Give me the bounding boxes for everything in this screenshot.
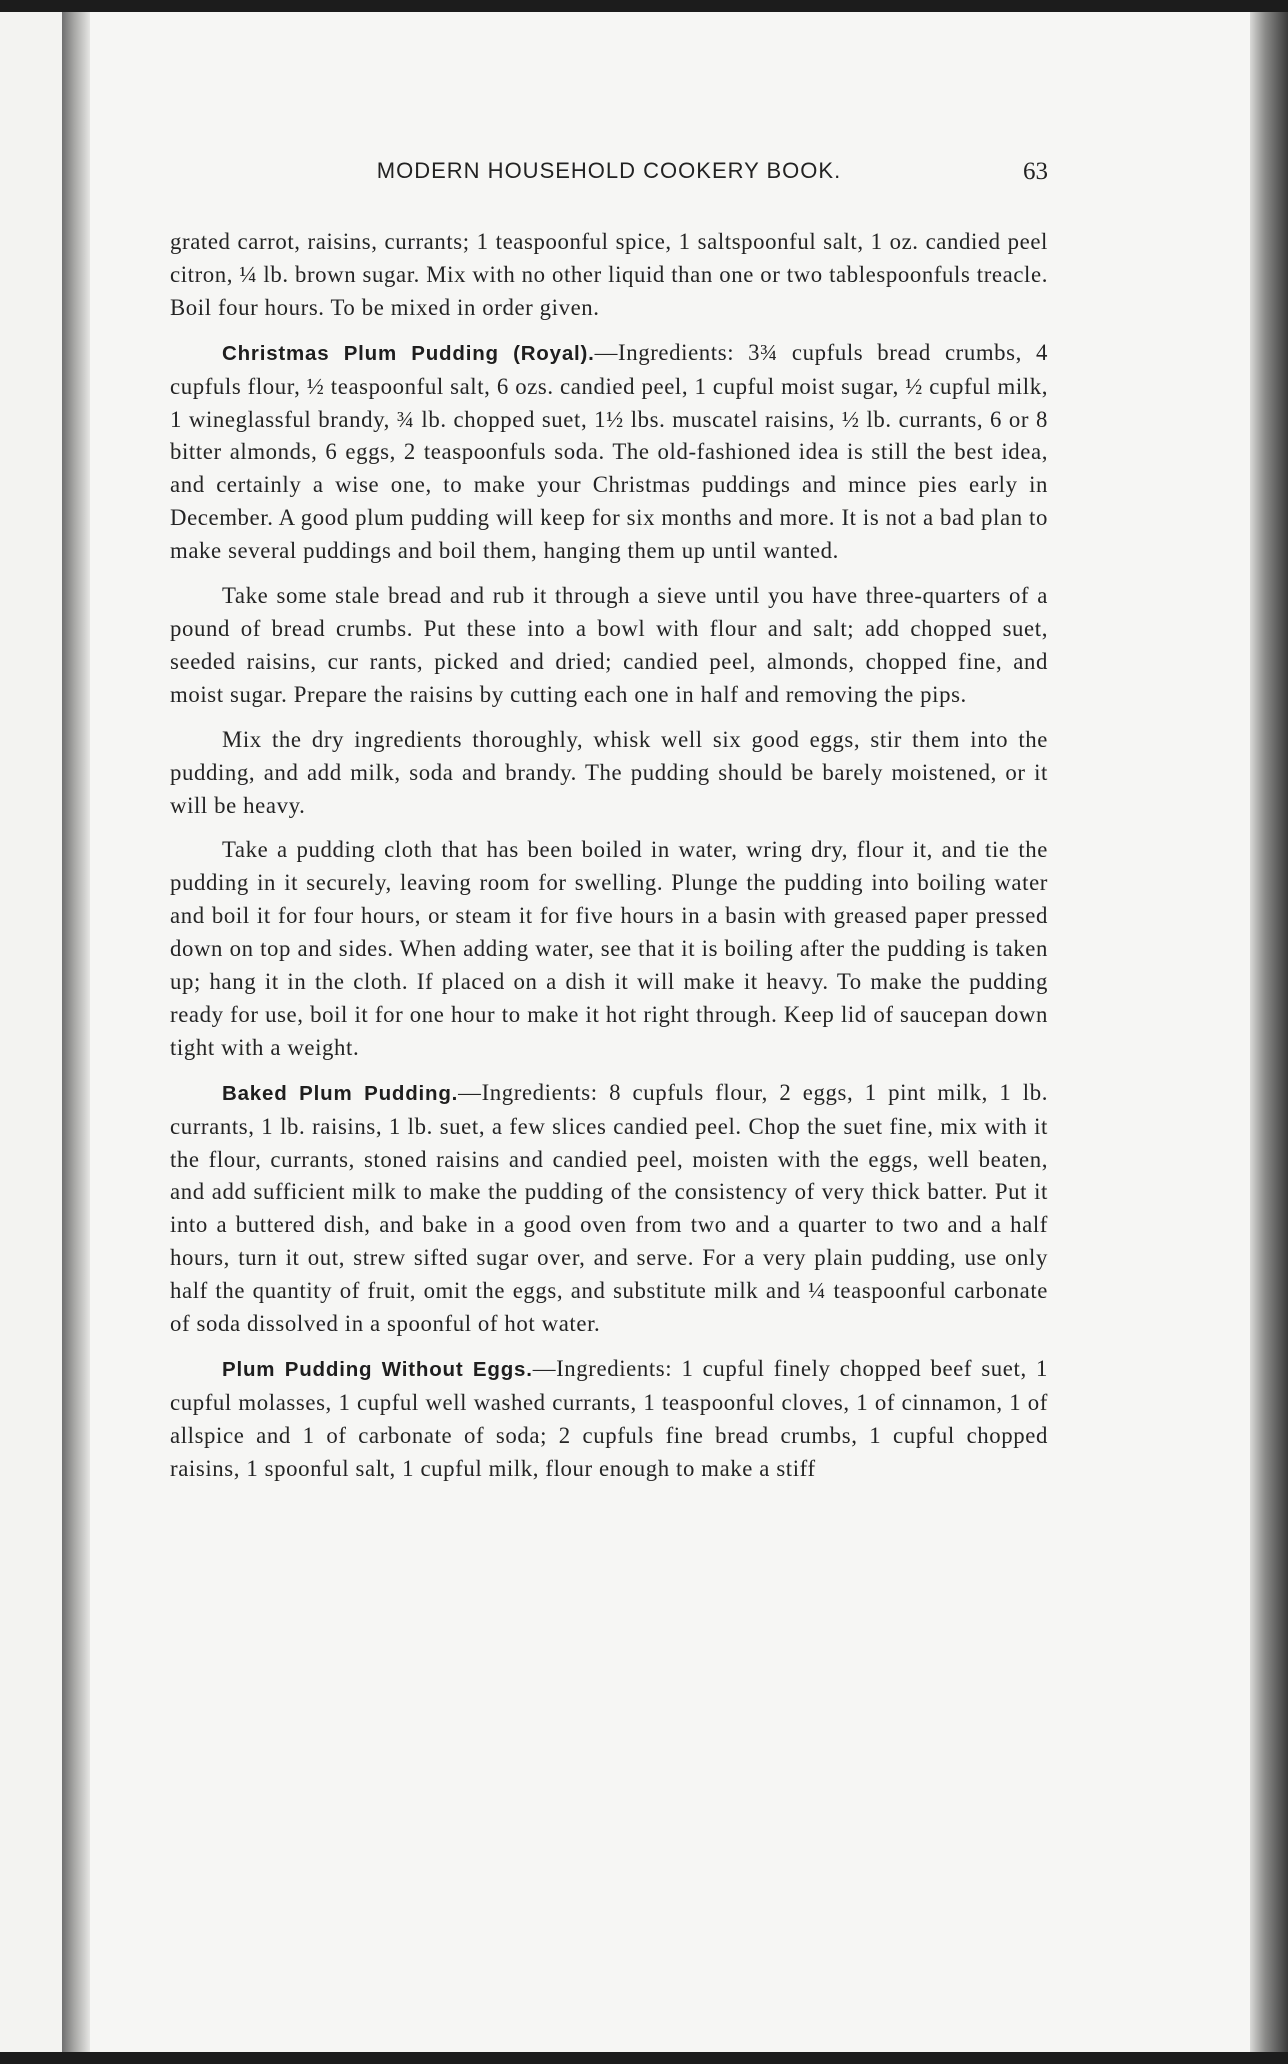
page-number: 63	[1023, 158, 1048, 185]
recipe-baked-plum-pudding	[170, 1077, 1048, 1341]
paragraph-mix-dry: Mix the dry ingredients thoroughly, whisk well six good eggs, stir them into the pudding, and add milk, soda and brandy. The pudding should be barely moistened, or it will be heavy.	[170, 726, 1048, 818]
page-edge-shadow	[1250, 12, 1288, 2052]
recipe-body: —Ingredients: 1 cupful finely chopped beef suet, 1 cupful molasses, 1 cupful well washed currants, 1 teaspoonful cloves, 1 of cinnamon, 1 of allspice and 1 of carbonate of soda; 2 cupfuls fine bread crumbs, 1 cupful chopped raisins, 1 spoonful salt, 1 cupful milk, flour enough to make a stiff	[170, 1356, 1048, 1481]
paragraph-stale-bread: Take some stale bread and rub it through a sieve until you have three-quarters of a pound of bread crumbs. Put these into a bowl with flour and salt; add chopped suet, seeded raisins, cur rants, picked and dried; candied peel, almonds, chopped fine, and moist sugar. Prepare the raisins by cutting each one in half and removing the pips.	[170, 583, 1048, 707]
recipe-title: Plum Pudding Without Eggs.	[222, 1358, 533, 1381]
page-header	[170, 158, 1048, 194]
recipe-body: —Ingredients: 3¾ cupfuls bread crumbs, 4 cupfuls flour, ½ teaspoonful salt, 6 ozs. candied peel, 1 cupful moist sugar, ½ cupful milk, 1 wineglassful brandy, ¾ lb. chopped suet, 1½ lbs. muscatel raisins, ½ lb. currants, 6 or 8 bitter almonds, 6 eggs, 2 teaspoonfuls soda. The old-fashioned idea is still the best idea, and certainly a wise one, to make your Christmas puddings and mince pies early in December. A good plum pudding will keep for six months and more. It is not a bad plan to make several puddings and boil them, hanging them up until wanted.	[170, 339, 1048, 564]
running-title: MODERN HOUSEHOLD COOKERY BOOK.	[376, 158, 842, 183]
paragraph-pudding-cloth: Take a pudding cloth that has been boiled in water, wring dry, flour it, and tie the pudding in it securely, leaving room for swelling. Plunge the pudding into boiling water and boil it for four hours, or steam it for five hours in a basin with greased paper pressed down on top and sides. When adding water, see that it is boiling after the pudding is taken up; hang it in the cloth. If placed on a dish it will make it heavy. To make the pudding ready for use, boil it for one hour to make it hot right through. Keep lid of saucepan down tight with a weight.	[170, 837, 1048, 1060]
recipe-christmas-plum-pudding	[170, 337, 1048, 568]
recipe-plum-pudding-without-eggs	[170, 1353, 1048, 1486]
recipe-body: —Ingredients: 8 cupfuls flour, 2 eggs, 1 pint milk, 1 lb. currants, 1 lb. raisins, 1 lb. suet, a few slices candied peel. Chop the suet fine, mix with it the flour, currants, stoned raisins and candied peel, moisten with the eggs, well beaten, and add sufficient milk to make the pudding of the consistency of very thick batter. Put it into a buttered dish, and bake in a good oven from two and a quarter to two and a half hours, turn it out, strew sifted sugar over, and serve. For a very plain pudding, use only half the quantity of fruit, omit the eggs, and substitute milk and ¼ teaspoonful carbonate of soda dissolved in a spoonful of hot water.	[170, 1079, 1048, 1337]
book-gutter	[62, 12, 90, 2052]
facing-page-edge	[0, 12, 62, 2052]
continued-paragraph: grated carrot, raisins, currants; 1 teaspoonful spice, 1 saltspoonful salt, 1 oz. candied peel citron, ¼ lb. brown sugar. Mix with no other liquid than one or two tablespoonfuls treacle. Boil four hours. To be mixed in order given.	[170, 229, 1048, 320]
recipe-title: Baked Plum Pudding.	[222, 1081, 459, 1105]
recipe-title: Christmas Plum Pudding (Royal).	[222, 341, 595, 365]
page-body	[170, 226, 1048, 1498]
